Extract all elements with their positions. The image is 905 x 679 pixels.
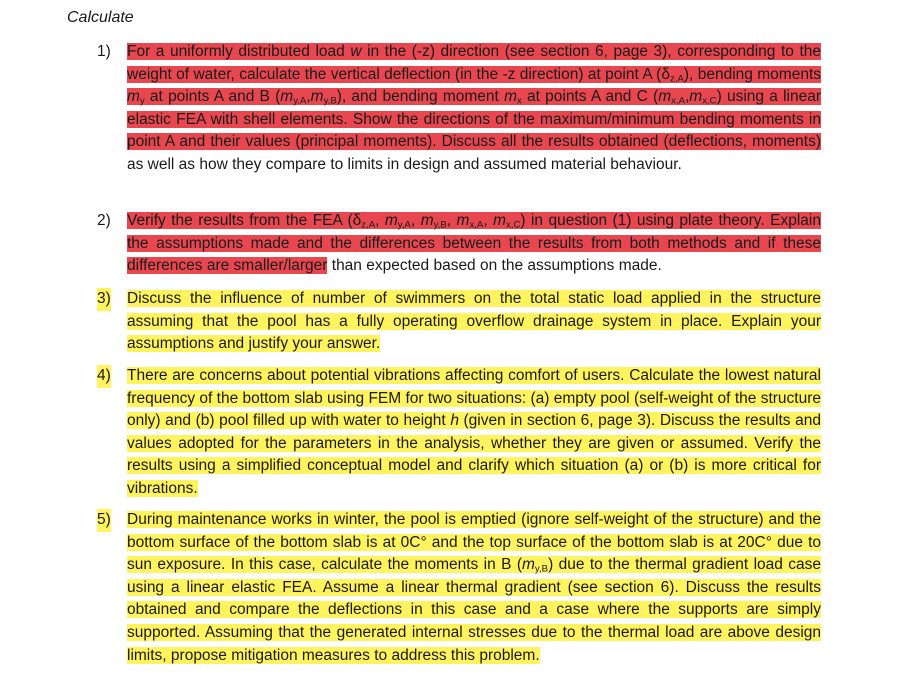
- highlighted-text: For a uniformly distributed load w in the (-z) direction (see section 6, page 3), corresponding to the weight of water, calculate the vertical deflection (in the -z direction) at point A $(\delta_{z,A})$, bending moments $m_y$ at points A and B $(m_{y,A},m_{y,B})$, and bending moment $m_x$ at points A and C $(m_{x,A},m_{x,C})$ using a linear elastic FEA with shell elements. Show the directions of the maximum/minimum bending moments in point A and their values (principal moments). Discuss all the results obtained (deflections, moments): [127, 43, 821, 151]
- question-text: [127, 41, 821, 177]
- page-heading: Calculate: [67, 9, 134, 26]
- question-text: [127, 210, 821, 278]
- highlighted-text: During maintenance works in winter, the pool is emptied (ignore self-weight of the structure) and the bottom surface of the bottom slab is at 0C° and the top surface of the bottom slab is at 20C° due to sun exposure. In this case, calculate the moments in B $(m_{y,B})$ due to the thermal gradient load case using a linear elastic FEA. Assume a linear thermal gradient (see section 6). Discuss the results obtained and compare the deflections in this case and a case where the supports are simply supported. Assuming that the generated internal stresses due to the thermal load are above design limits, propose mitigation measures to address this problem.: [127, 511, 821, 664]
- question-number: 4): [97, 365, 111, 388]
- plain-text: as well as how they compare to limits in design and assumed material behaviour.: [127, 155, 682, 173]
- highlighted-text: Verify the results from the FEA ($\delta_{z,A}$, $m_{y,A}$, $m_{y,B}$, $m_{x,A}$, $m_{x,C}$) in question (1) using plate theory. Explain the assumptions made and the differences between the results from both methods and if these differences are smaller/larger: [127, 212, 821, 275]
- question-number: 2): [97, 212, 111, 229]
- question-number: 1): [97, 43, 111, 60]
- highlighted-text: Discuss the influence of number of swimmers on the total static load applied in the structure assuming that the pool has a fully operating overflow drainage system in place. Explain your assumptions and justify your answer.: [127, 290, 821, 353]
- question-number: 5): [97, 509, 111, 532]
- question-text: [127, 288, 821, 356]
- question-number: 3): [97, 288, 111, 311]
- highlighted-text: There are concerns about potential vibrations affecting comfort of users. Calculate the lowest natural frequency of the bottom slab using FEM for two situations: (a) empty pool (self-weight of the structure only) and (b) pool filled up with water to height h (given in section 6, page 3). Discuss the results and values adopted for the parameters in the analysis, whether they are given or assumed. Verify the results using a simplified conceptual model and clarify which situation (a) or (b) is more critical for vibrations.: [127, 367, 821, 497]
- plain-text: than expected based on the assumptions made.: [327, 257, 662, 275]
- question-text: [127, 509, 821, 667]
- question-text: [127, 365, 821, 501]
